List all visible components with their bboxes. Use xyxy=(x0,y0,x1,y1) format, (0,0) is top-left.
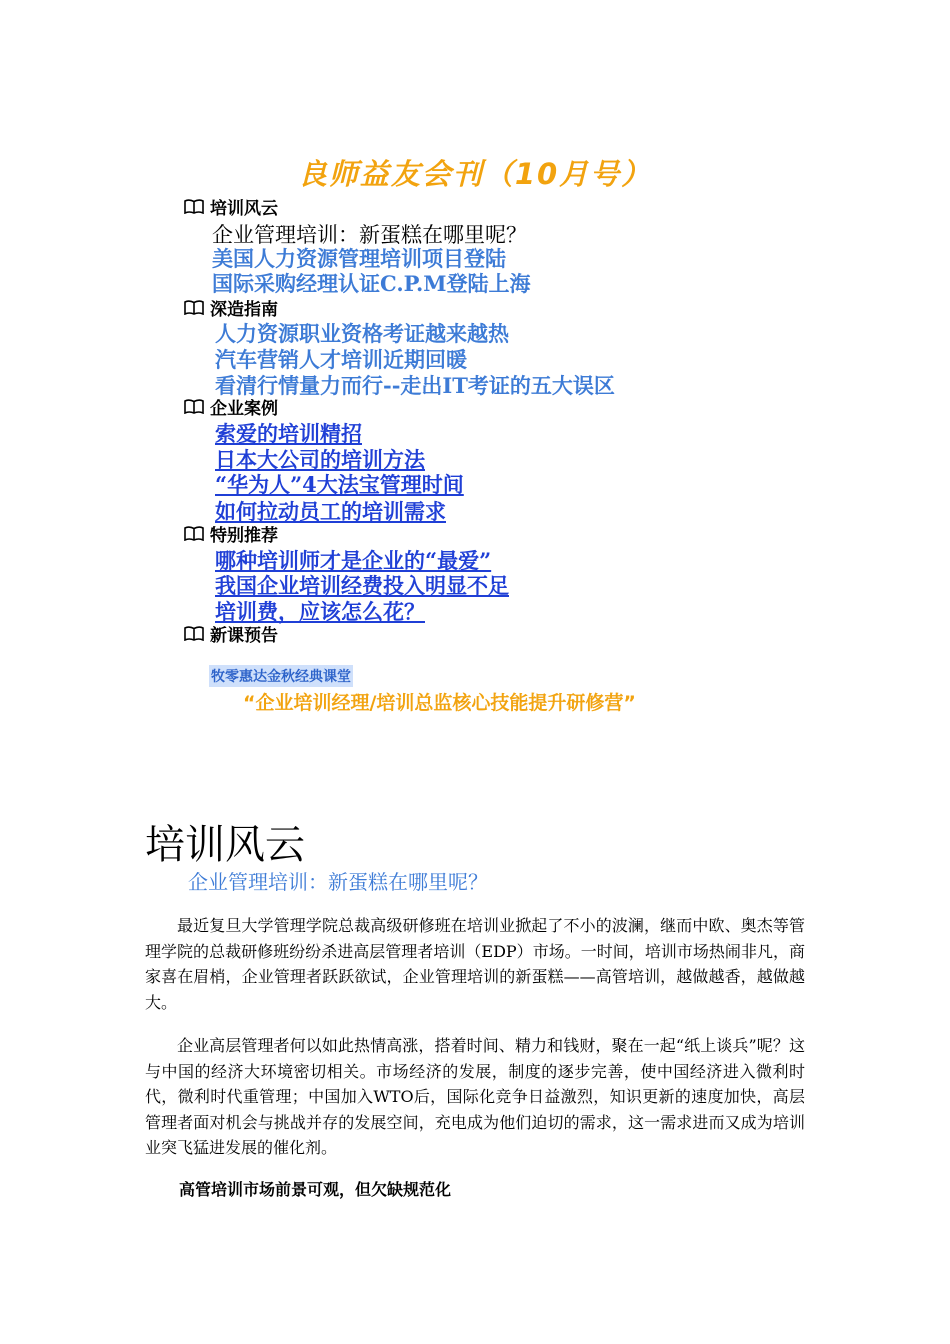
toc-link[interactable]: 如何拉动员工的培训需求 xyxy=(215,499,446,524)
newsletter-title: 良师益友会刊（10月号） xyxy=(297,157,653,191)
toc-item: 企业管理培训：新蛋糕在哪里呢？ xyxy=(212,223,527,247)
toc-link[interactable]: 日本大公司的培训方法 xyxy=(215,447,425,472)
toc-section-label: 特别推荐 xyxy=(210,526,278,546)
toc-link[interactable]: 哪种培训师才是企业的“最爱” xyxy=(215,548,492,573)
open-book-icon xyxy=(184,198,204,220)
toc-section-5 xyxy=(184,625,278,647)
article-title: 企业管理培训：新蛋糕在哪里呢？ xyxy=(188,870,488,894)
toc-item[interactable]: 汽车营销人才培训近期回暖 xyxy=(215,347,467,372)
toc-section-1 xyxy=(184,198,278,220)
toc-section-label: 深造指南 xyxy=(210,300,278,320)
article-section-heading: 培训风云 xyxy=(145,822,305,868)
new-course-title: “企业培训经理/培训总监核心技能提升研修营” xyxy=(243,692,636,714)
toc-section-3 xyxy=(184,398,278,420)
toc-item[interactable]: 看清行情量力而行--走出IT考证的五大误区 xyxy=(215,373,615,398)
toc-section-label: 企业案例 xyxy=(210,399,278,419)
open-book-icon xyxy=(184,525,204,547)
new-course-label[interactable]: 牧零惠达金秋经典课堂 xyxy=(209,665,353,687)
toc-item[interactable]: 国际采购经理认证C.P.M登陆上海 xyxy=(212,271,531,296)
article-subheading: 高管培训市场前景可观，但欠缺规范化 xyxy=(179,1180,452,1199)
article-paragraph: 企业高层管理者何以如此热情高涨，搭着时间、精力和钱财，聚在一起“纸上谈兵”呢？这与中国的经济大环境密切相关。市场经济的发展，制度的逐步完善，使中国经济进入微利时代，微利时代重管理；中国加入WTO后，国际化竞争日益激烈，知识更新的速度加快，高层管理者面对机会与挑战并存的发展空间，充电成为他们迫切的需求，这一需求进而又成为培训业突飞猛进发展的催化剂。 xyxy=(145,1036,805,1157)
toc-link[interactable]: “华为人”4大法宝管理时间 xyxy=(215,472,464,497)
open-book-icon xyxy=(184,299,204,321)
toc-section-label: 新课预告 xyxy=(210,626,278,646)
toc-section-label: 培训风云 xyxy=(210,199,278,219)
open-book-icon xyxy=(184,625,204,647)
open-book-icon xyxy=(184,398,204,420)
toc-section-4 xyxy=(184,525,278,547)
toc-link[interactable]: 培训费，应该怎么花？ xyxy=(215,599,425,624)
toc-link[interactable]: 索爱的培训精招 xyxy=(215,421,362,446)
toc-link[interactable]: 我国企业培训经费投入明显不足 xyxy=(215,573,509,598)
article-paragraph: 最近复旦大学管理学院总裁高级研修班在培训业掀起了不小的波澜，继而中欧、奥杰等管理学院的总裁研修班纷纷杀进高层管理者培训（EDP）市场。一时间，培训市场热闹非凡，商家喜在眉梢，企业管理者跃跃欲试，企业管理培训的新蛋糕——高管培训，越做越香，越做越大。 xyxy=(145,916,805,1012)
toc-item[interactable]: 人力资源职业资格考证越来越热 xyxy=(215,321,509,346)
toc-item[interactable]: 美国人力资源管理培训项目登陆 xyxy=(212,246,506,271)
toc-section-2 xyxy=(184,299,278,321)
